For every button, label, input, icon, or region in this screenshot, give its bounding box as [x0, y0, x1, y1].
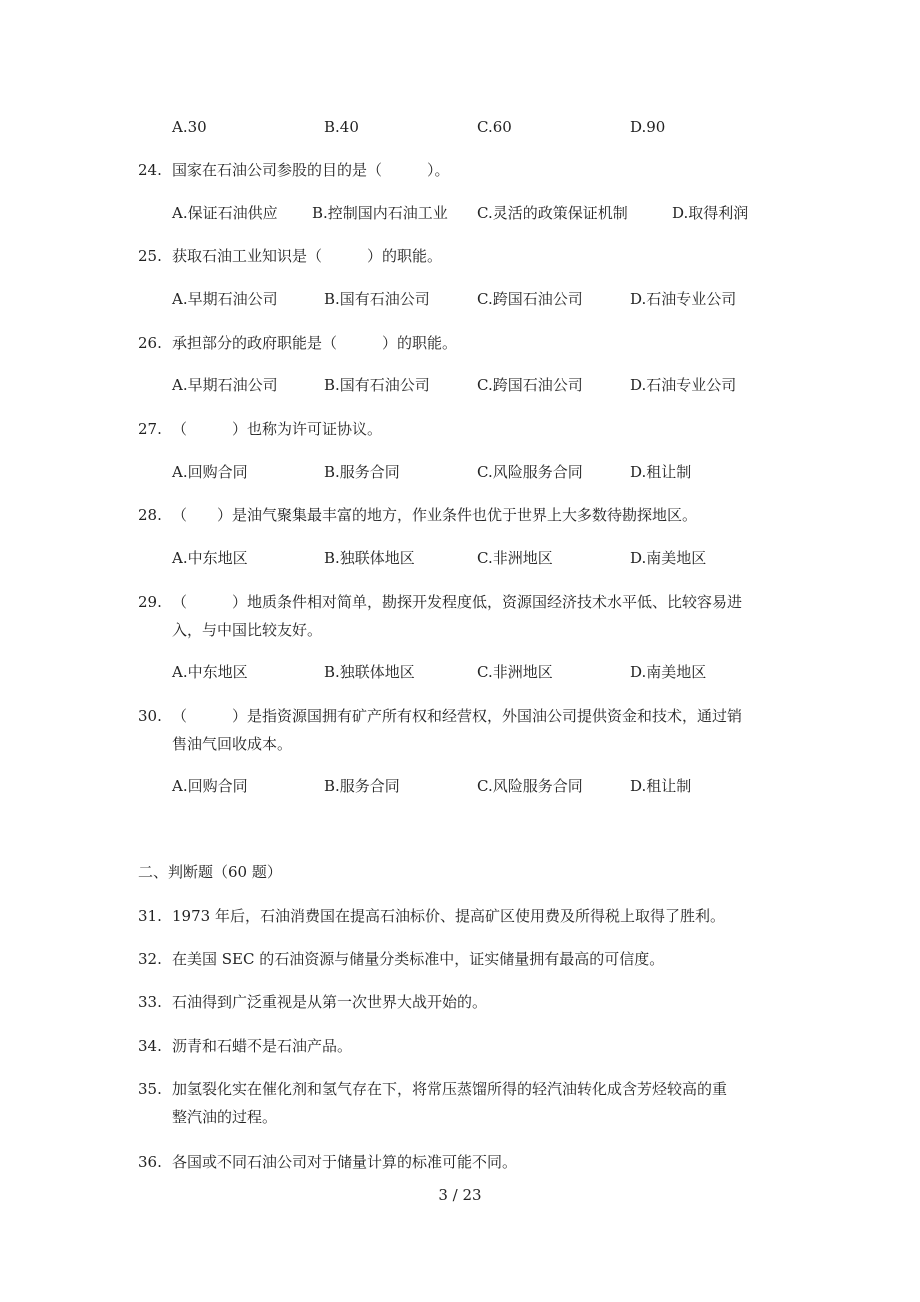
option-a: A.中东地区 — [172, 663, 248, 681]
question-27 — [138, 418, 788, 440]
option-b: B.服务合同 — [324, 463, 400, 481]
option-a: A.早期石油公司 — [172, 376, 278, 394]
option-b: B.40 — [324, 118, 359, 136]
question-number: 26. — [138, 334, 162, 352]
option-c: C.非洲地区 — [477, 663, 553, 681]
q23-options — [172, 116, 792, 138]
option-b: B.控制国内石油工业 — [312, 204, 448, 222]
option-b: B.独联体地区 — [324, 549, 415, 567]
option-c: C.跨国石油公司 — [477, 376, 583, 394]
question-text: 在美国 SEC 的石油资源与储量分类标准中，证实储量拥有最高的可信度。 — [172, 950, 665, 968]
question-text: 加氢裂化实在催化剂和氢气存在下，将常压蒸馏所得的轻汽油转化成含芳烃较高的重 — [172, 1080, 728, 1098]
question-29-continuation: 入，与中国比较友好。 — [172, 621, 323, 639]
question-number: 25. — [138, 247, 162, 265]
question-number: 24. — [138, 161, 162, 179]
option-a: A.中东地区 — [172, 549, 248, 567]
q24-options — [172, 202, 792, 224]
question-35-continuation: 整汽油的过程。 — [172, 1108, 278, 1126]
option-c: C.跨国石油公司 — [477, 290, 583, 308]
question-36 — [138, 1151, 788, 1173]
option-c: C.60 — [477, 118, 512, 136]
option-b: B.服务合同 — [324, 777, 400, 795]
option-b: B.独联体地区 — [324, 663, 415, 681]
q30-options — [172, 775, 792, 797]
question-text: 国家在石油公司参股的目的是（ ）。 — [172, 161, 450, 179]
option-c: C.风险服务合同 — [477, 777, 583, 795]
q25-options — [172, 288, 792, 310]
question-text: （ ）也称为许可证协议。 — [172, 420, 383, 438]
question-32 — [138, 948, 788, 970]
option-a: A.回购合同 — [172, 777, 248, 795]
question-number: 27. — [138, 420, 162, 438]
question-text: （ ）是油气聚集最丰富的地方，作业条件也优于世界上大多数待勘探地区。 — [172, 506, 698, 524]
option-d: D.石油专业公司 — [630, 376, 737, 394]
question-text: 1973 年后，石油消费国在提高石油标价、提高矿区使用费及所得税上取得了胜利。 — [172, 907, 725, 925]
option-a: A.30 — [172, 118, 207, 136]
question-number: 34. — [138, 1037, 162, 1055]
option-a: A.保证石油供应 — [172, 204, 278, 222]
section-heading: 二、判断题（60 题） — [138, 863, 282, 881]
option-b: B.国有石油公司 — [324, 376, 430, 394]
option-a: A.回购合同 — [172, 463, 248, 481]
option-b: B.国有石油公司 — [324, 290, 430, 308]
option-d: D.90 — [630, 118, 666, 136]
question-number: 36. — [138, 1153, 162, 1171]
question-number: 32. — [138, 950, 162, 968]
question-number: 35. — [138, 1080, 162, 1098]
question-33 — [138, 991, 788, 1013]
question-text: 承担部分的政府职能是（ ）的职能。 — [172, 334, 458, 352]
option-c: C.非洲地区 — [477, 549, 553, 567]
question-26 — [138, 332, 788, 354]
question-28 — [138, 504, 788, 526]
question-text: 获取石油工业知识是（ ）的职能。 — [172, 247, 443, 265]
question-text: 石油得到广泛重视是从第一次世界大战开始的。 — [172, 993, 488, 1011]
question-29 — [138, 591, 788, 613]
question-30-continuation: 售油气回收成本。 — [172, 735, 293, 753]
option-d: D.南美地区 — [630, 549, 707, 567]
question-25 — [138, 245, 788, 267]
question-35 — [138, 1078, 788, 1100]
question-34 — [138, 1035, 788, 1057]
q27-options — [172, 461, 792, 483]
question-30 — [138, 705, 788, 727]
question-text: （ ）地质条件相对简单，勘探开发程度低，资源国经济技术水平低、比较容易进 — [172, 593, 743, 611]
option-c: C.灵活的政策保证机制 — [477, 204, 628, 222]
option-d: D.南美地区 — [630, 663, 707, 681]
question-text: 各国或不同石油公司对于储量计算的标准可能不同。 — [172, 1153, 518, 1171]
option-a: A.早期石油公司 — [172, 290, 278, 308]
q28-options — [172, 547, 792, 569]
option-d: D.租让制 — [630, 463, 692, 481]
question-number: 28. — [138, 506, 162, 524]
question-24 — [138, 159, 788, 181]
question-31 — [138, 905, 788, 927]
option-c: C.风险服务合同 — [477, 463, 583, 481]
question-text: （ ）是指资源国拥有矿产所有权和经营权，外国油公司提供资金和技术，通过销 — [172, 707, 743, 725]
q26-options — [172, 374, 792, 396]
option-d: D.取得利润 — [672, 204, 749, 222]
page-number: 3 / 23 — [438, 1186, 482, 1204]
option-d: D.租让制 — [630, 777, 692, 795]
question-text: 沥青和石蜡不是石油产品。 — [172, 1037, 353, 1055]
option-d: D.石油专业公司 — [630, 290, 737, 308]
question-number: 29. — [138, 593, 162, 611]
q29-options — [172, 661, 792, 683]
question-number: 33. — [138, 993, 162, 1011]
question-number: 30. — [138, 707, 162, 725]
question-number: 31. — [138, 907, 162, 925]
